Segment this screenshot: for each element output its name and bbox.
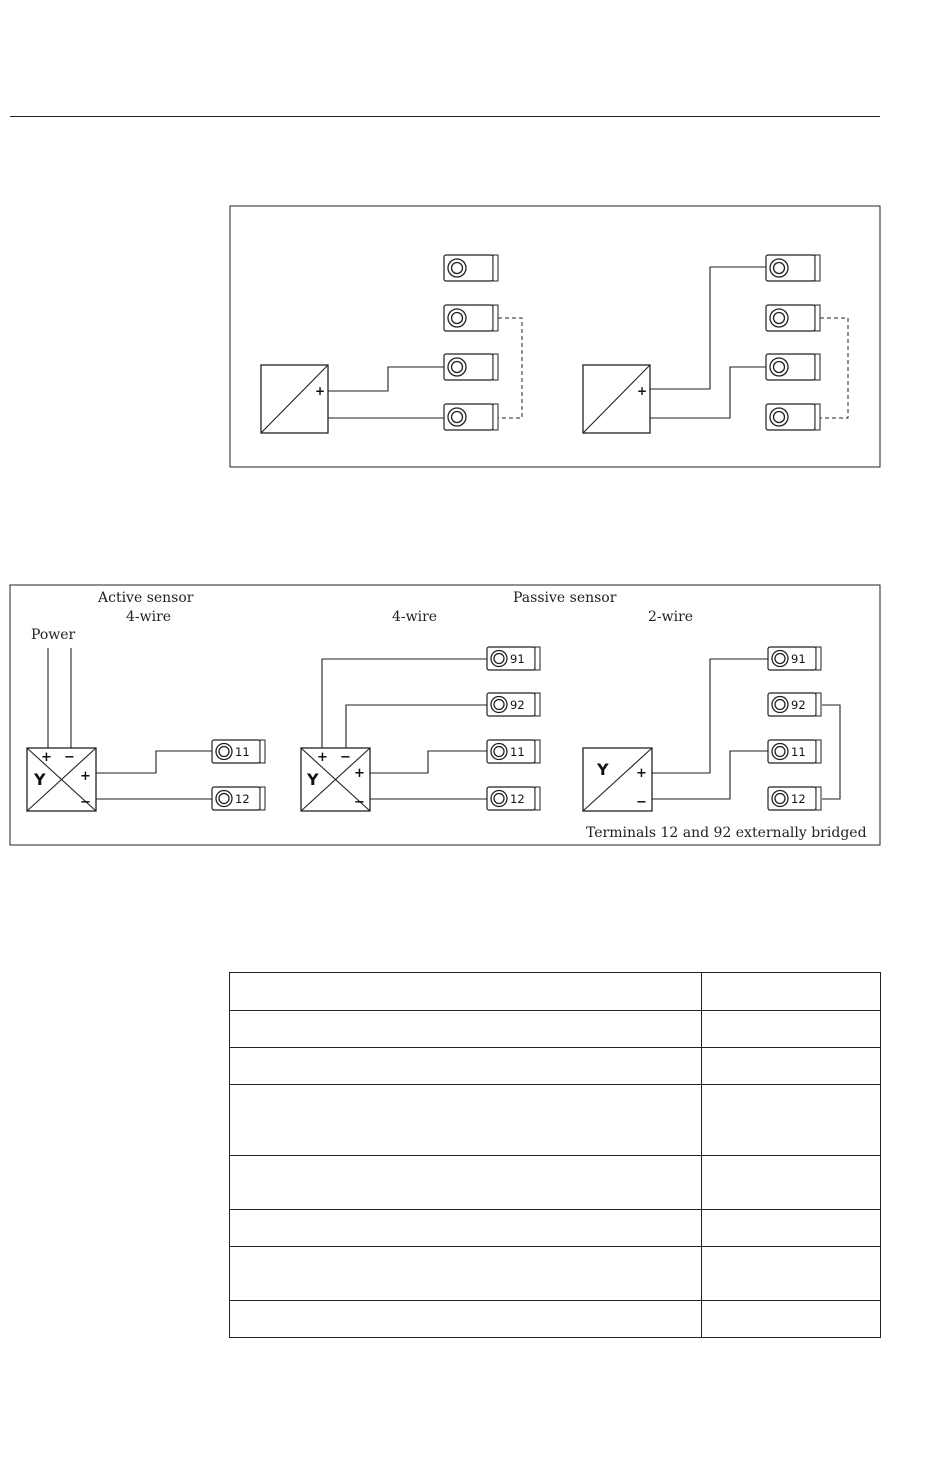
passive2-terminal-11-label: 11 xyxy=(791,745,806,759)
passive4-sensor-out-plus: + xyxy=(354,766,365,781)
passive4-sensor-out-minus: − xyxy=(354,795,365,810)
passive2-bridge-12-92 xyxy=(822,705,840,799)
table-cell xyxy=(702,1301,881,1338)
table-cell xyxy=(230,1085,702,1156)
table-row xyxy=(230,973,881,1011)
active-terminal-11 xyxy=(212,740,265,763)
table-cell xyxy=(230,1247,702,1301)
table-cell xyxy=(230,1156,702,1210)
passive2-wire-plus xyxy=(652,659,768,773)
passive4-terminal-12-label: 12 xyxy=(510,792,525,806)
passive4-sensor xyxy=(301,748,370,811)
passive4-sensor-power-minus: − xyxy=(340,750,351,765)
table-cell xyxy=(702,973,881,1011)
passive4-terminal-91-label: 91 xyxy=(510,652,525,666)
table-row xyxy=(230,1085,881,1156)
passive2-sensor-symbol: Y xyxy=(597,760,609,779)
active-sensor xyxy=(27,748,96,811)
passive4-terminal-92 xyxy=(487,693,540,716)
passive4-terminal-12 xyxy=(487,787,540,810)
passive2-terminal-91-label: 91 xyxy=(791,652,806,666)
passive2-terminal-12-label: 12 xyxy=(791,792,806,806)
passive4-terminal-92-label: 92 xyxy=(510,698,525,712)
bridge-note: Terminals 12 and 92 externally bridged xyxy=(586,825,867,841)
passive2-sensor-out-minus: − xyxy=(636,795,647,810)
top-right-sensor-plus: + xyxy=(637,384,648,398)
passive4-terminal-91 xyxy=(487,647,540,670)
passive4-wire-plus xyxy=(370,751,487,773)
active-sensor-label: Active sensor xyxy=(98,590,194,606)
table-cell xyxy=(702,1156,881,1210)
active-sensor-out-plus: + xyxy=(80,769,91,784)
top-left-sensor-plus: + xyxy=(315,384,326,398)
table-cell xyxy=(702,1085,881,1156)
table-row xyxy=(230,1301,881,1338)
table-cell xyxy=(230,973,702,1011)
table-cell xyxy=(230,1301,702,1338)
active-terminal-12 xyxy=(212,787,265,810)
active-4wire-label: 4-wire xyxy=(126,609,172,625)
table-row xyxy=(230,1156,881,1210)
passive4-terminal-11-label: 11 xyxy=(510,745,525,759)
power-label: Power xyxy=(31,627,76,643)
table-cell xyxy=(230,1011,702,1048)
passive4-sensor-power-plus: + xyxy=(317,750,328,765)
active-sensor-symbol: Y xyxy=(34,770,46,789)
table-cell xyxy=(702,1247,881,1301)
passive4-sensor-symbol: Y xyxy=(307,770,319,789)
passive-2wire-label: 2-wire xyxy=(648,609,694,625)
passive2-terminal-92-label: 92 xyxy=(791,698,806,712)
active-terminal-12-label: 12 xyxy=(235,792,250,806)
terminal-table xyxy=(229,972,881,1338)
active-terminal-11-label: 11 xyxy=(235,745,250,759)
passive4-wire-91 xyxy=(322,659,487,748)
active-sensor-power-plus: + xyxy=(41,750,52,765)
passive2-terminal-12 xyxy=(768,787,821,810)
passive2-terminal-91 xyxy=(768,647,821,670)
passive4-wire-92 xyxy=(346,705,487,748)
table-cell xyxy=(702,1011,881,1048)
table-cell xyxy=(230,1210,702,1247)
table-row xyxy=(230,1210,881,1247)
passive2-sensor xyxy=(583,748,652,811)
table-row xyxy=(230,1247,881,1301)
active-sensor-out-minus: − xyxy=(80,795,91,810)
passive2-terminal-11 xyxy=(768,740,821,763)
active-wire-plus xyxy=(96,751,212,773)
table-cell xyxy=(702,1210,881,1247)
table-cell xyxy=(230,1048,702,1085)
table-cell xyxy=(702,1048,881,1085)
active-sensor-power-minus: − xyxy=(64,750,75,765)
table-row xyxy=(230,1048,881,1085)
passive2-sensor-out-plus: + xyxy=(636,766,647,781)
table-row xyxy=(230,1011,881,1048)
passive-4wire-label: 4-wire xyxy=(392,609,438,625)
passive2-terminal-92 xyxy=(768,693,821,716)
passive-sensor-label: Passive sensor xyxy=(513,590,617,606)
passive4-terminal-11 xyxy=(487,740,540,763)
